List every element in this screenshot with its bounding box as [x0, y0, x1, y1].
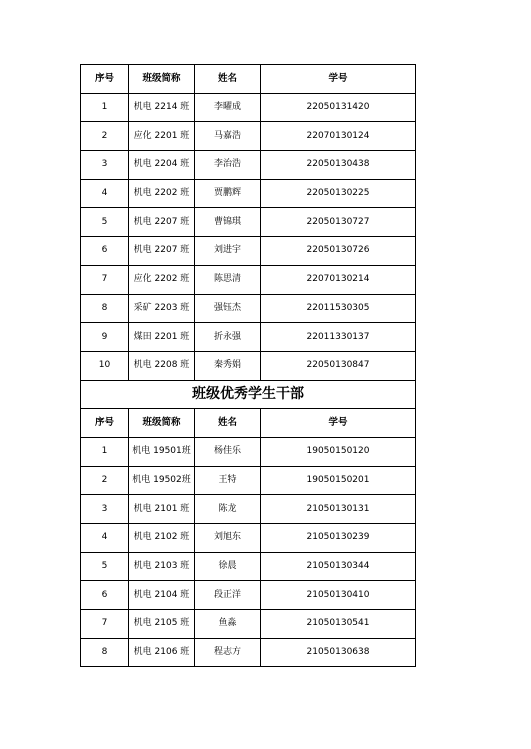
cell-no: 5	[81, 208, 129, 237]
table-row	[81, 466, 416, 495]
cell-student-id: 21050130131	[261, 495, 416, 524]
cell-no: 1	[81, 437, 129, 466]
table-row	[81, 179, 416, 208]
cell-class: 机电 2102 班	[129, 524, 195, 553]
cell-name: 刘进宇	[195, 237, 261, 266]
cell-class: 机电 2106 班	[129, 638, 195, 667]
table-row	[81, 208, 416, 237]
cell-class: 机电 2202 班	[129, 179, 195, 208]
cell-student-id: 21050130541	[261, 610, 416, 639]
cell-no: 2	[81, 122, 129, 151]
cell-name: 段正洋	[195, 581, 261, 610]
table-row	[81, 323, 416, 352]
cell-no: 7	[81, 610, 129, 639]
cell-class: 机电 2103 班	[129, 552, 195, 581]
header-student-id: 学号	[261, 409, 416, 438]
cell-no: 3	[81, 495, 129, 524]
table-row	[81, 151, 416, 180]
cell-no: 7	[81, 265, 129, 294]
cell-class: 机电 19502班	[129, 466, 195, 495]
cell-no: 3	[81, 151, 129, 180]
cell-name: 强钰杰	[195, 294, 261, 323]
cell-name: 折永强	[195, 323, 261, 352]
table-row	[81, 610, 416, 639]
table-header-row	[81, 65, 416, 94]
cell-name: 程志方	[195, 638, 261, 667]
table-row	[81, 638, 416, 667]
section-title: 班级优秀学生干部	[81, 380, 416, 409]
cell-student-id: 21050130239	[261, 524, 416, 553]
header-student-id: 学号	[261, 65, 416, 94]
header-name: 姓名	[195, 409, 261, 438]
cell-name: 刘旭东	[195, 524, 261, 553]
cell-name: 李曜成	[195, 93, 261, 122]
cell-class: 机电 19501班	[129, 437, 195, 466]
cell-name: 秦秀娟	[195, 351, 261, 380]
cell-class: 机电 2105 班	[129, 610, 195, 639]
cell-student-id: 22011330137	[261, 323, 416, 352]
cell-class: 机电 2204 班	[129, 151, 195, 180]
cell-class: 机电 2207 班	[129, 237, 195, 266]
section-title-row	[81, 380, 416, 409]
cell-student-id: 21050130638	[261, 638, 416, 667]
cell-name: 陈龙	[195, 495, 261, 524]
cell-name: 马嘉浩	[195, 122, 261, 151]
cell-student-id: 22050130225	[261, 179, 416, 208]
cell-no: 8	[81, 638, 129, 667]
cell-name: 陈思清	[195, 265, 261, 294]
cell-no: 1	[81, 93, 129, 122]
table-row	[81, 524, 416, 553]
table-row	[81, 581, 416, 610]
cell-no: 4	[81, 524, 129, 553]
header-no: 序号	[81, 409, 129, 438]
cell-name: 李治浩	[195, 151, 261, 180]
cell-student-id: 22070130214	[261, 265, 416, 294]
cell-no: 6	[81, 237, 129, 266]
cell-no: 4	[81, 179, 129, 208]
cell-no: 2	[81, 466, 129, 495]
cell-student-id: 22050131420	[261, 93, 416, 122]
table-row	[81, 93, 416, 122]
table-row	[81, 552, 416, 581]
cell-class: 应化 2201 班	[129, 122, 195, 151]
cell-class: 煤田 2201 班	[129, 323, 195, 352]
cell-name: 贾鹏辉	[195, 179, 261, 208]
cell-class: 机电 2207 班	[129, 208, 195, 237]
table-row	[81, 437, 416, 466]
cell-student-id: 22050130847	[261, 351, 416, 380]
header-name: 姓名	[195, 65, 261, 94]
cell-name: 曹锦琪	[195, 208, 261, 237]
header-class: 班级简称	[129, 65, 195, 94]
cell-student-id: 21050130344	[261, 552, 416, 581]
table-row	[81, 495, 416, 524]
cell-no: 9	[81, 323, 129, 352]
cell-no: 10	[81, 351, 129, 380]
cell-name: 杨佳乐	[195, 437, 261, 466]
cell-student-id: 22070130124	[261, 122, 416, 151]
cell-no: 5	[81, 552, 129, 581]
cell-name: 徐晨	[195, 552, 261, 581]
cell-no: 8	[81, 294, 129, 323]
cell-student-id: 22050130726	[261, 237, 416, 266]
cell-student-id: 22050130438	[261, 151, 416, 180]
table-row	[81, 237, 416, 266]
cell-student-id: 22050130727	[261, 208, 416, 237]
cell-class: 采矿 2203 班	[129, 294, 195, 323]
table-row	[81, 122, 416, 151]
table-row	[81, 294, 416, 323]
table-header-row	[81, 409, 416, 438]
cell-student-id: 19050150120	[261, 437, 416, 466]
table-body	[81, 65, 416, 667]
student-list-table	[80, 64, 416, 667]
header-class: 班级简称	[129, 409, 195, 438]
header-no: 序号	[81, 65, 129, 94]
cell-name: 鱼淼	[195, 610, 261, 639]
cell-student-id: 19050150201	[261, 466, 416, 495]
cell-no: 6	[81, 581, 129, 610]
cell-name: 王特	[195, 466, 261, 495]
cell-class: 机电 2208 班	[129, 351, 195, 380]
cell-class: 机电 2104 班	[129, 581, 195, 610]
cell-student-id: 21050130410	[261, 581, 416, 610]
cell-class: 机电 2214 班	[129, 93, 195, 122]
table-row	[81, 265, 416, 294]
cell-class: 应化 2202 班	[129, 265, 195, 294]
table-row	[81, 351, 416, 380]
cell-class: 机电 2101 班	[129, 495, 195, 524]
cell-student-id: 22011530305	[261, 294, 416, 323]
